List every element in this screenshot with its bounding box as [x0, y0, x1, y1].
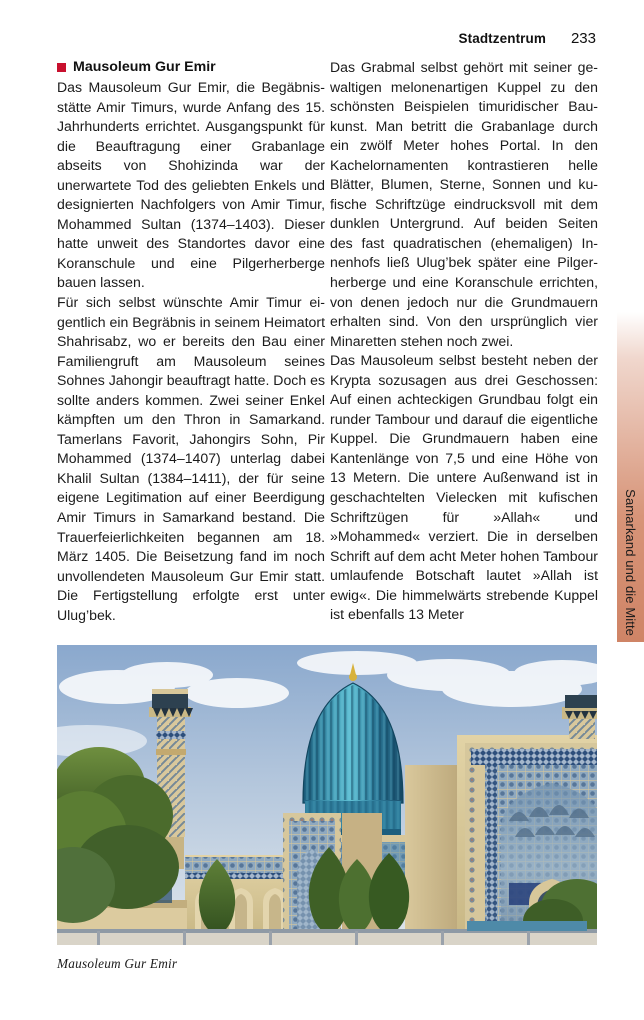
- paragraph: Das Mausoleum Gur Emir, die Begäbnisstätte Amir Timurs, wurde Anfang des 15. Jahrhunderts errichtet. Ausgangspunkt für die Beauftragung einer Grabanlage abseits von Shohizinda war der unerwartete Tod des geliebten Enkels und designierten Nachfolgers von Amir Timur, Mohammed Sultan (1374–1403). Dieser hatte unweit des Standortes davor eine Koranschule und eine Pilgerherberge bauen lassen.: [57, 79, 325, 291]
- paragraph: Das Mausoleum selbst besteht neben der Krypta sozusagen aus drei Geschossen: Auf einen achteckigen Grundbau folgt ein runder Tambour und darauf die eigentliche Kuppel. Die Grundmauern haben eine Kantenlänge von 7,5 und eine Höhe von 13 Metern. Die untere Außenwand ist in geschachtelten Vielecken mit kufischen Schriftzügen für »Allah« und »Mohammed« verziert. Die in derselben Schrift auf dem acht Meter hohen Tambour umlaufende Botschaft lautet »Allah ist ewig«. Die himmelwärts strebende Kuppel ist ebenfalls 13 Meter: [330, 352, 598, 623]
- article-heading-text: Mausoleum Gur Emir: [73, 59, 216, 75]
- page-number: 233: [570, 30, 596, 47]
- figure-photo: [57, 645, 597, 945]
- figure: [57, 645, 597, 972]
- text-column-right: [330, 58, 598, 625]
- section-thumb-tab: [617, 312, 644, 642]
- article-heading: [57, 58, 325, 77]
- running-head-section: Stadtzentrum: [458, 31, 546, 46]
- mausoleum-photo-illustration: [57, 645, 597, 945]
- running-head: [330, 30, 596, 47]
- figure-caption: Mausoleum Gur Emir: [57, 956, 178, 971]
- paragraph: Das Grabmal selbst gehört mit seiner gewaltigen melonenartigen Kuppel zu den schönsten Beispielen timuridischer Baukunst. Man betritt die Grabanlage durch ein zwölf Meter hohes Portal. In den Kachelornamenten kontrastieren helle Blätter, Blumen, Sterne, Sonnen und kufische Schriftzüge eindrucksvoll mit dem dunklen Untergrund. Auf beiden Seiten des fast quadratischen (ehemaligen) Innenhofs ließ Ulug’bek später eine Pilgerherberge und eine Koranschule errichten, von denen jedoch nur die Grundmauern erhalten sind. Von den ursprünglich vier Minaretten stehen noch zwei.: [330, 59, 598, 349]
- text-column-left: [57, 58, 325, 625]
- section-thumb-tab-label: Samarkand und die Mitte: [623, 489, 638, 636]
- paragraph: Für sich selbst wünschte Amir Timur eigentlich ein Begräbnis in seinem Heimatort Shahrisabz, wo er bereits den Bau einer Familiengruft am Mausoleum seines Sohnes Jahongir beauftragt hatte. Doch es sollte anders kommen. Zwei seiner Enkel kämpften um den Thron in Samarkand. Tamerlans Favorit, Jahongirs Sohn, Pir Mohammed (1374–1407) unterlag dabei Khalil Sultan (1384–1411), der für seine eigene Legitimation auf einer Beerdigung Amir Timurs in Samarkand bestand. Die Trauerfeierlichkeiten begannen am 18. März 1405. Die Beisetzung fand im noch unvollendeten Mausoleum Gur Emir statt. Die Fertigstellung erfolgte erst unter Ulug’bek.: [57, 294, 325, 623]
- red-square-bullet-icon: [57, 63, 66, 72]
